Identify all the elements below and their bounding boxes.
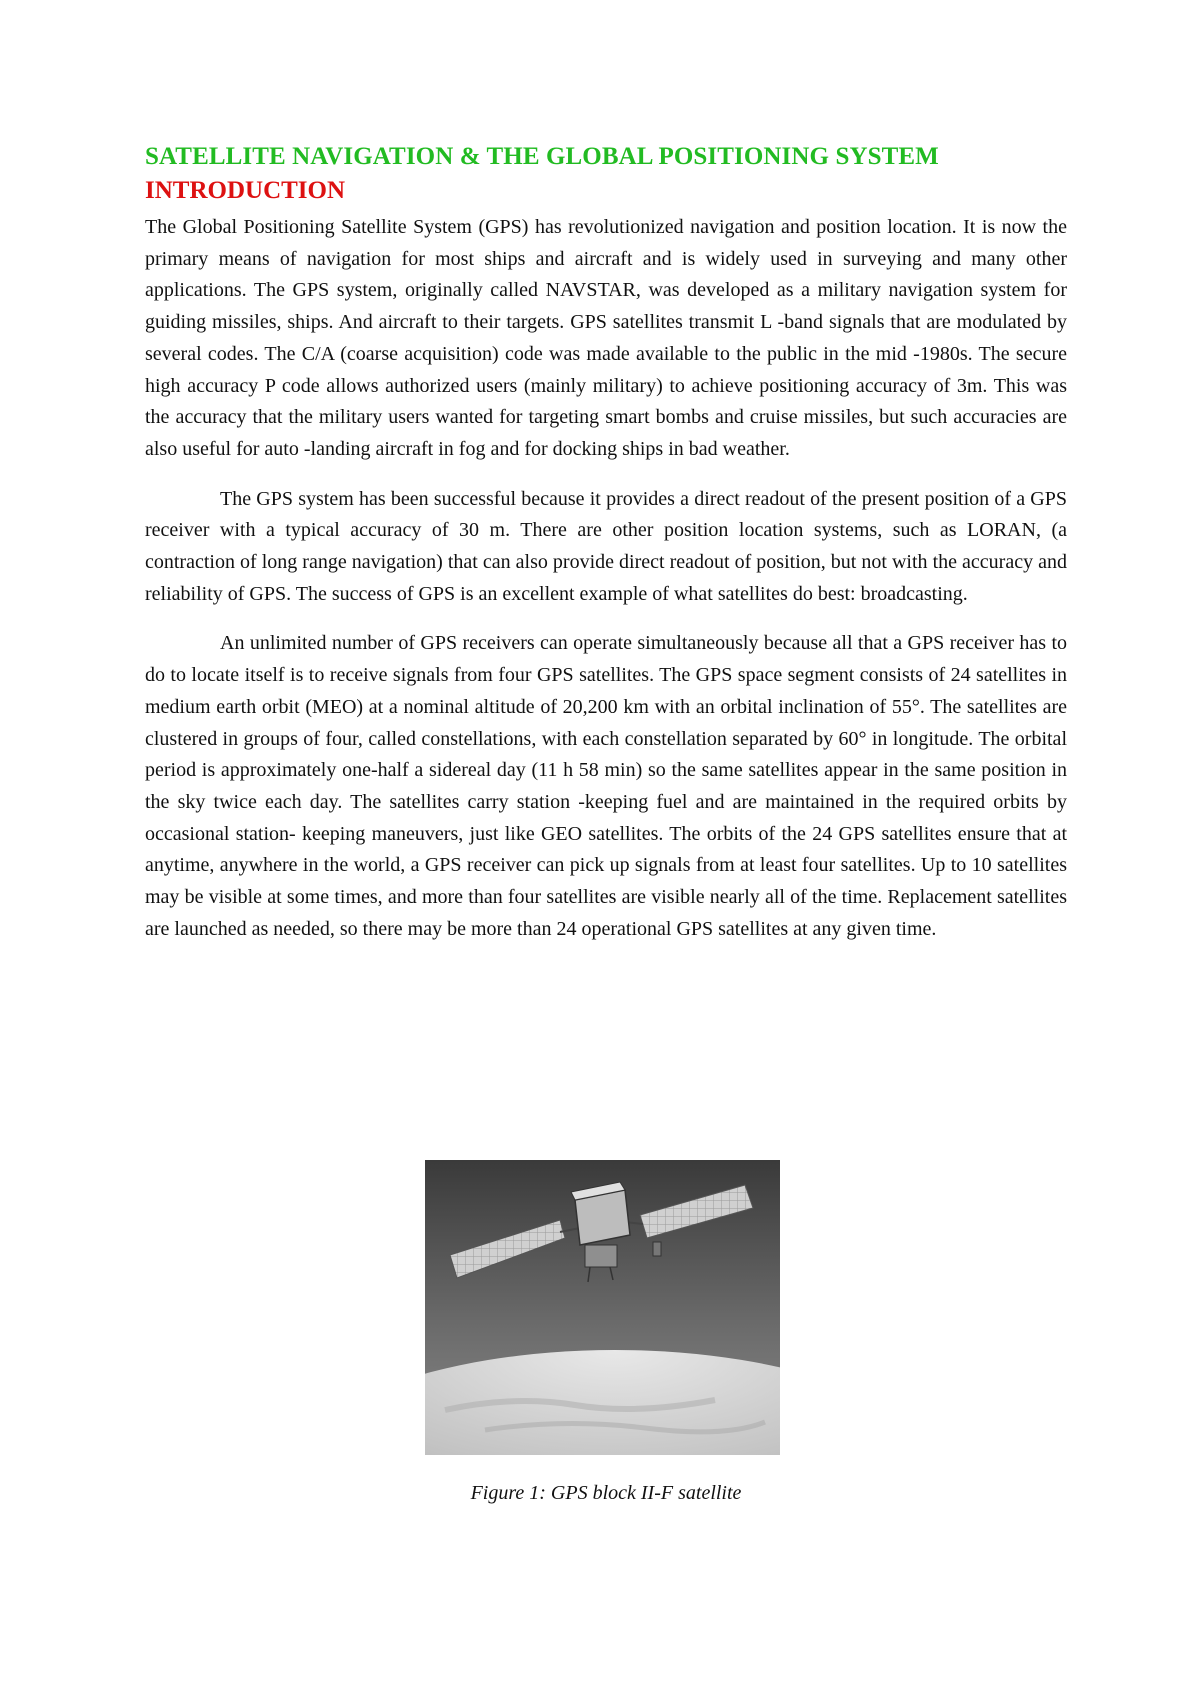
paragraph-2: The GPS system has been successful because it provides a direct readout of the present position of a GPS receiver with a typical accuracy of 30 m. There are other position location systems, such as LORAN, (a contraction of long range navigation) that can also provide direct readout of position, but not with the accuracy and reliability of GPS. The success of GPS is an excellent example of what satellites do best: broadcasting. bbox=[145, 487, 1067, 605]
document-body bbox=[145, 140, 1067, 945]
figure-caption: Figure 1: GPS block II-F satellite bbox=[470, 1482, 742, 1504]
paragraph-3: An unlimited number of GPS receivers can operate simultaneously because all that a GPS receiver has to do to locate itself is to receive signals from four GPS satellites. The GPS space segment consists of 24 satellites in medium earth orbit (MEO) at a nominal altitude of 20,200 km with an orbital inclination of 55°. The satellites are clustered in groups of four, called constellations, with each constellation separated by 60° in longitude. The orbital period is approximately one-half a sidereal day (11 h 58 min) so the same satellites appear in the same position in the sky twice each day. The satellites carry station -keeping fuel and are maintained in the required orbits by occasional station- keeping maneuvers, just like GEO satellites. The orbits of the 24 GPS satellites ensure that at anytime, anywhere in the world, a GPS receiver can pick up signals from at least four satellites. Up to 10 satellites may be visible at some times, and more than four satellites are visible nearly all of the time. Replacement satellites are launched as needed, so there may be more than 24 operational GPS satellites at any given time. bbox=[145, 632, 1067, 940]
document-title: SATELLITE NAVIGATION & THE GLOBAL POSITIONING SYSTEM bbox=[145, 143, 939, 170]
paragraph-1: The Global Positioning Satellite System (GPS) has revolutionized navigation and position location. It is now the primary means of navigation for most ships and aircraft and is widely used in surveying and many other applications. The GPS system, originally called NAVSTAR, was developed as a military navigation system for guiding missiles, ships. And aircraft to their targets. GPS satellites transmit L -band signals that are modulated by several codes. The C/A (coarse acquisition) code was made available to the public in the mid -1980s. The secure high accuracy P code allows authorized users (mainly military) to achieve positioning accuracy of 3m. This was the accuracy that the military users wanted for targeting smart bombs and cruise missiles, but such accuracies are also useful for auto -landing aircraft in fog and for docking ships in bad weather. bbox=[145, 216, 1067, 460]
satellite-figure-image bbox=[425, 1160, 780, 1455]
section-heading-introduction: INTRODUCTION bbox=[145, 177, 346, 204]
satellite-illustration bbox=[425, 1160, 780, 1455]
